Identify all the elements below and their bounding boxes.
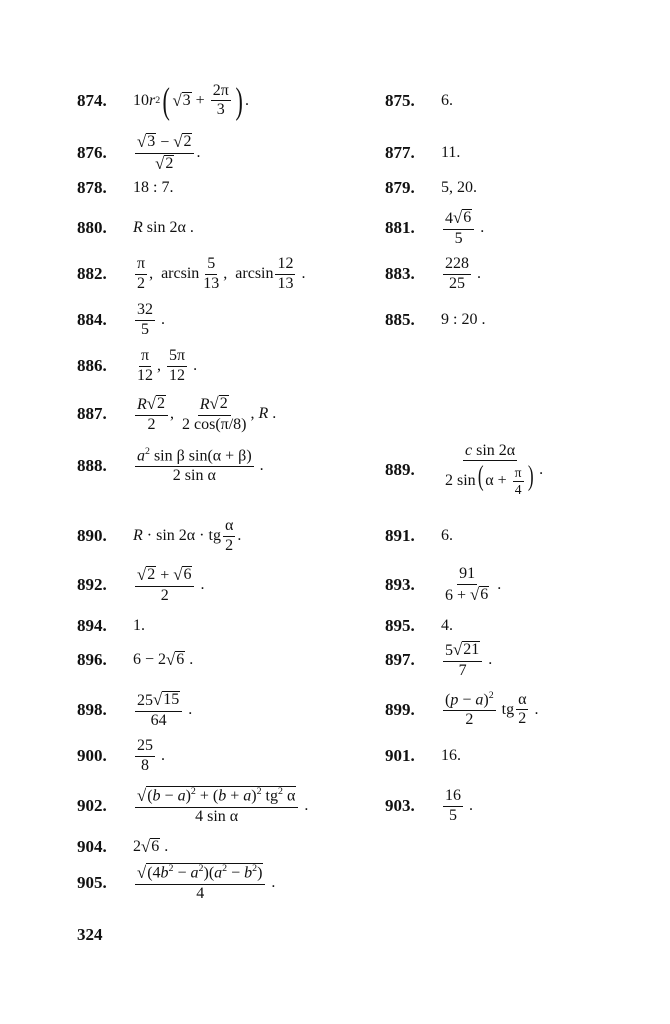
answer-value: 16. [441, 747, 461, 764]
answer-formula: R sin 2α . [133, 219, 194, 236]
problem-number: 877. [385, 143, 415, 162]
problem-number: 895. [385, 616, 415, 635]
answer-formula: 25 √ 15 64 . [137, 689, 193, 729]
problem-number: 899. [385, 700, 415, 719]
answer-entry [385, 440, 543, 500]
problem-number: 896. [77, 650, 107, 669]
problem-number: 897. [385, 650, 415, 669]
problem-number: 885. [385, 310, 415, 329]
problem-number: 887. [77, 404, 107, 423]
answer-value: 11. [441, 144, 461, 161]
problem-number: 901. [385, 746, 415, 765]
problem-number: 880. [77, 218, 107, 237]
problem-number: 886. [77, 356, 107, 375]
problem-number: 898. [77, 700, 107, 719]
answer-value: 6. [441, 92, 453, 109]
answer-formula: 91 6 + √ 6 . [445, 564, 502, 604]
answer-formula: $\frac{a^2 \sin \beta \sin(\alpha + \beta)}{\text{2 sin α}}$ . [137, 446, 264, 485]
problem-number: 903. [385, 796, 415, 815]
answer-entry [77, 71, 249, 131]
answer-entry [385, 776, 473, 836]
answer-formula: 10 r 2 ( √ 3 + $\frac{2\pi}{3}$ ) . [133, 79, 250, 121]
answer-formula: √ $(4b^2 - a^2)(a^2 - b^2)$ 4 . [137, 863, 276, 903]
answer-entry [385, 71, 453, 131]
problem-number: 889. [385, 460, 415, 479]
answer-formula: R · sin 2α · tg $\frac{\alpha}{2}$ . [133, 516, 242, 554]
problem-number: 882. [77, 264, 107, 283]
problem-number: 876. [77, 143, 107, 162]
problem-number: 892. [77, 575, 107, 594]
problem-number: 878. [77, 178, 107, 197]
answer-value: 1. [133, 617, 145, 634]
answer-formula: $\frac{(p - a)^2}{2}$ tg $\frac{\alpha}{2}$ . [445, 690, 539, 729]
answer-formula: $\frac{228}{25}$ . [445, 254, 481, 292]
problem-number: 883. [385, 264, 415, 283]
answer-value: 4. [441, 617, 453, 634]
answer-formula: $\frac{32}{5}$ . [137, 300, 165, 338]
problem-number: 902. [77, 796, 107, 815]
answer-formula: 4 √ 6 5 . [445, 207, 485, 247]
answer-entry [77, 436, 264, 496]
answer-formula: $\frac{\pi}{2}$ , arcsin $\frac{5}{13}$ , arcsin $\frac{12}{13}$ . [137, 254, 306, 292]
answer-formula: √ $(b - a)^2 + (b + a)^2$ $tg^2$ α 4 sin α . [137, 786, 309, 826]
problem-number: 890. [77, 526, 107, 545]
answer-value: 5, 20. [441, 179, 477, 196]
answer-formula: $\frac{25}{8}$ . [137, 736, 165, 774]
problem-number: 893. [385, 575, 415, 594]
problem-number: 905. [77, 873, 107, 892]
answer-formula: $\frac{16}{5}$ . [445, 786, 473, 824]
answer-entry [77, 384, 276, 444]
answer-formula: 2 √ 6 . [133, 837, 169, 857]
page-number: 324 [77, 925, 103, 944]
problem-number: 881. [385, 218, 415, 237]
problem-number: 900. [77, 746, 107, 765]
answer-value: 18 : 7. [133, 179, 174, 196]
problem-number: 894. [77, 616, 107, 635]
answer-entry [77, 853, 275, 913]
problem-number: 879. [385, 178, 415, 197]
answer-formula: 6 − 2 √ 6 . [133, 650, 194, 670]
answer-formula: √ 3 − √ 2 √ 2 . [137, 131, 201, 173]
problem-number: 888. [77, 456, 107, 475]
answer-formula: R √ 2 2 , R √ 2 2 cos(π/8) , R . [137, 393, 277, 433]
answer-formula: √ 2 + √ 6 2 . [137, 564, 205, 604]
answer-formula: $\frac{\pi}{12}$ , $\frac{5\pi}{12}$ . [137, 346, 198, 384]
problem-number: 874. [77, 91, 107, 110]
answer-value: 6. [441, 527, 453, 544]
problem-number: 891. [385, 526, 415, 545]
problem-number: 875. [385, 91, 415, 110]
problem-number: 904. [77, 837, 107, 856]
answer-formula: c sin 2α 2 sin( α + $\frac{\pi}{4}$ ) . [445, 441, 544, 498]
problem-number: 884. [77, 310, 107, 329]
answer-entry [385, 290, 485, 350]
answer-value: 9 : 20 . [441, 311, 486, 328]
answer-formula: 5 √ 21 7 . [445, 639, 493, 679]
